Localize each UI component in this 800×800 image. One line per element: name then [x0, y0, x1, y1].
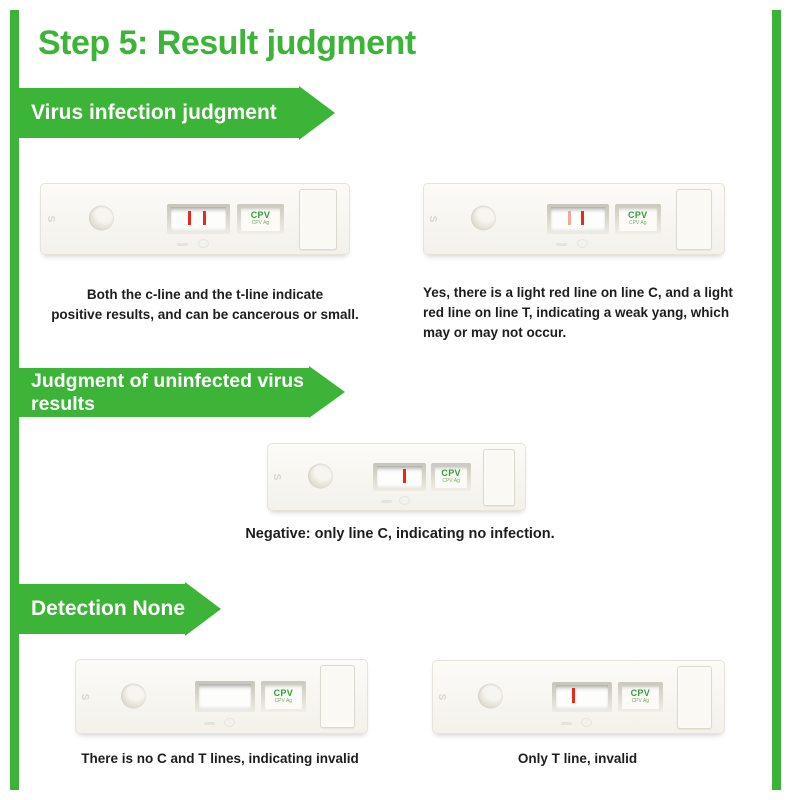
caption-line: positive results, and can be cancerous or small. — [51, 307, 359, 322]
result-window-inner — [551, 207, 605, 230]
result-window-inner — [556, 685, 608, 709]
molded-circle-mark — [399, 496, 410, 505]
caption-weak-positive — [423, 283, 758, 343]
c-line — [581, 211, 584, 226]
caption-line: Yes, there is a light red line on line C, and a light — [423, 285, 733, 300]
test-cassette-invalid-t-only — [432, 660, 725, 734]
label-window — [261, 681, 306, 712]
t-line-faint — [568, 211, 571, 226]
cpv-sublabel: CPV Ag — [628, 220, 647, 227]
caption-line: Only T line, invalid — [517, 751, 638, 766]
cassette-grip-tab — [299, 189, 336, 250]
caption-line: Both the c-line and the t-line indicate — [86, 287, 324, 302]
molded-dash-mark — [381, 500, 392, 503]
result-window-inner — [199, 684, 251, 709]
result-window-inner — [377, 466, 422, 488]
result-window-inner — [171, 207, 226, 230]
c-line — [203, 211, 206, 226]
test-cassette-weak-positive — [423, 183, 725, 255]
sample-well — [121, 683, 146, 708]
banner-detection-none-label: Detection None — [31, 597, 186, 620]
label-window-inner — [435, 466, 467, 488]
cpv-sublabel: CPV Ag — [251, 220, 270, 227]
cassette-emboss-label: S — [436, 693, 448, 701]
banner-virus-infection — [10, 88, 299, 138]
banner-uninfected-judgment — [10, 368, 309, 417]
molded-circle-mark — [198, 239, 209, 248]
cassette-emboss-label: S — [427, 215, 439, 223]
sample-well — [308, 464, 333, 489]
banner-virus-infection-label: Virus infection judgment — [31, 101, 277, 124]
label-window-inner — [619, 207, 658, 230]
banner-uninfected-judgment-label: Judgment of uninfected virus results — [31, 369, 305, 415]
t-line — [572, 688, 575, 703]
page-title: Step 5: Result judgment — [38, 24, 416, 62]
molded-dash-mark — [556, 243, 567, 246]
molded-dash-mark — [177, 243, 188, 246]
cassette-grip-tab — [676, 189, 713, 250]
molded-dash-mark — [204, 722, 215, 725]
cassette-emboss-label: S — [270, 473, 282, 481]
cpv-sublabel: CPV Ag — [274, 697, 293, 704]
caption-line: may or may not occur. — [423, 325, 567, 340]
caption-line: Negative: only line C, indicating no infection. — [245, 526, 555, 542]
cassette-grip-tab — [677, 666, 712, 728]
banner-arrow-tip — [185, 582, 221, 636]
cpv-label: CPV — [250, 210, 271, 221]
molded-circle-mark — [581, 718, 592, 727]
banner-arrow-tip — [299, 86, 335, 140]
banner-detection-none — [10, 584, 185, 634]
cpv-sublabel: CPV Ag — [442, 478, 460, 485]
cassette-grip-tab — [320, 665, 355, 728]
result-window — [547, 204, 609, 233]
label-window — [615, 204, 662, 233]
label-window-inner — [241, 207, 281, 230]
banner-arrow-tip — [309, 366, 345, 418]
result-window — [373, 463, 426, 491]
t-line — [188, 211, 191, 226]
cpv-sublabel: CPV Ag — [631, 698, 650, 705]
label-window — [237, 204, 285, 233]
test-cassette-negative — [267, 443, 526, 511]
test-cassette-invalid-blank — [75, 659, 368, 734]
molded-circle-mark — [224, 718, 235, 727]
cpv-label: CPV — [273, 687, 294, 698]
cpv-label: CPV — [628, 210, 648, 221]
molded-dash-mark — [561, 722, 572, 725]
label-window-inner — [265, 684, 302, 709]
cpv-label: CPV — [441, 468, 461, 479]
caption-line: red line on line T, indicating a weak yang, which — [423, 305, 730, 320]
caption-positive — [40, 285, 370, 325]
caption-negative — [150, 524, 650, 544]
sample-well — [478, 684, 503, 709]
result-window — [195, 681, 255, 712]
caption-line: There is no C and T lines, indicating invalid — [81, 751, 359, 766]
right-green-rail — [772, 10, 781, 790]
cassette-emboss-label: S — [79, 693, 91, 700]
cpv-label: CPV — [630, 688, 651, 699]
caption-invalid-t-only — [430, 749, 725, 769]
sample-well — [471, 206, 496, 231]
molded-circle-mark — [577, 239, 588, 248]
sample-well — [89, 206, 114, 231]
result-window — [552, 682, 612, 712]
label-window-inner — [622, 685, 659, 709]
label-window — [618, 682, 663, 712]
result-window — [167, 204, 230, 233]
caption-invalid-blank — [55, 749, 385, 769]
cassette-emboss-label: S — [44, 215, 56, 223]
label-window — [431, 463, 471, 491]
cassette-grip-tab — [483, 449, 515, 506]
test-cassette-positive — [40, 183, 350, 255]
c-line — [403, 469, 406, 482]
